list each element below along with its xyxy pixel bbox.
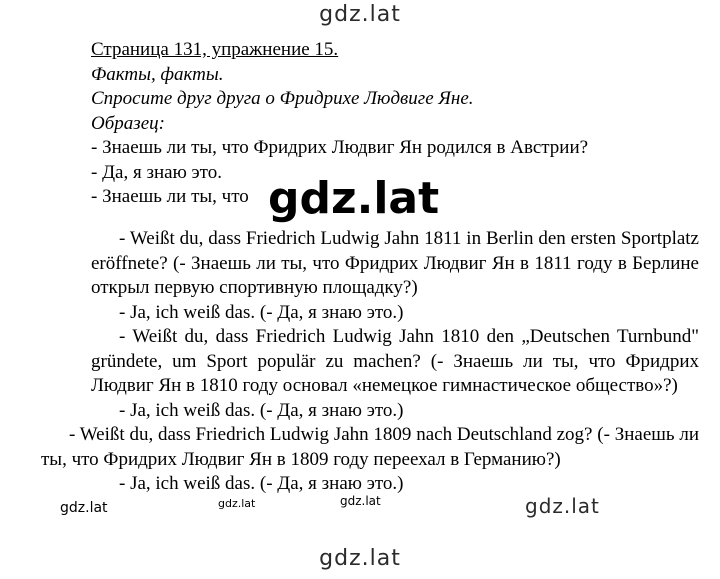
dialog-1-question: - Weißt du, dass Friedrich Ludwig Jahn 1811 in Berlin den ersten Sportplatz eröffnete? (- Знаешь ли ты, что Фридрих Людвиг Ян в 1811 году в Берлине открыл первую спортивную площадку?): [91, 228, 699, 298]
sample-label: Образец:: [91, 112, 165, 134]
dialog-3-question: - Weißt du, dass Friedrich Ludwig Jahn 1809 nach Deutschland zog? (- Знаешь ли ты, что Фридрих Людвиг Ян в 1809 году переехал в Германию?): [41, 424, 699, 470]
watermark-small-4: gdz.lat: [525, 494, 600, 518]
dialog-2-answer: - Ja, ich weiß das. (- Да, я знаю это.): [119, 399, 404, 421]
dialog-2-question: - Weißt du, dass Friedrich Ludwig Jahn 1810 den „Deutschen Turnbund" gründete, um Sport populär zu machen? (- Знаешь ли ты, что Фридрих Людвиг Ян в 1810 году основал «немецкое гимнастическое общество»?): [91, 326, 699, 396]
watermark-small-1: gdz.lat: [60, 500, 108, 516]
watermark-small-3: gdz.lat: [340, 494, 381, 508]
dialog-1-answer: - Ja, ich weiß das. (- Да, я знаю это.): [119, 301, 404, 323]
page-reference: Страница 131, упражнение 15.: [91, 39, 339, 60]
dialog-block: [41, 227, 699, 497]
exercise-task: Спросите друг друга о Фридрихе Людвиге Яне.: [91, 88, 474, 109]
exercise-title: Факты, факты.: [91, 63, 224, 85]
sample-answer-1: - Да, я знаю это.: [91, 161, 222, 183]
sample-question-2: - Знаешь ли ты, что: [91, 186, 249, 207]
watermark-center: gdz.lat: [268, 173, 440, 224]
watermark-bottom: gdz.lat: [319, 546, 401, 571]
watermark-small-2: gdz.lat: [218, 497, 256, 510]
watermark-top: gdz.lat: [319, 2, 401, 27]
dialog-3-answer: - Ja, ich weiß das. (- Да, я знаю это.): [119, 473, 404, 494]
sample-question-1: - Знаешь ли ты, что Фридрих Людвиг Ян родился в Австрии?: [91, 137, 589, 158]
